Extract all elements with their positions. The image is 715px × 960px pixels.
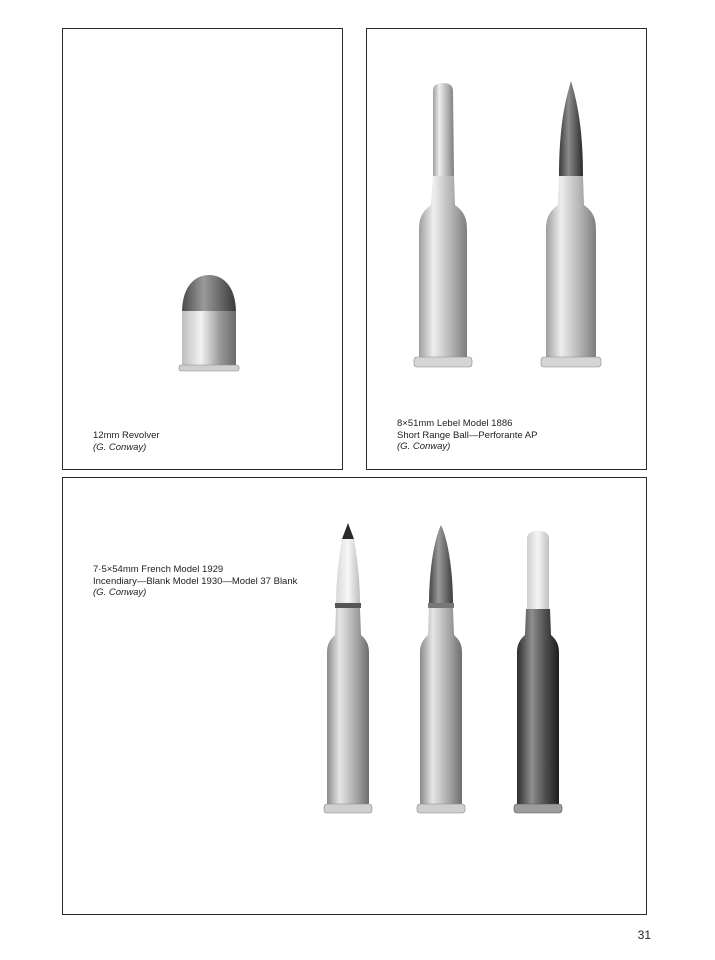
photo-credit: (G. Conway) [93, 441, 147, 453]
page-number: 31 [637, 928, 651, 942]
caption-line: Short Range Ball—Perforante AP [397, 429, 538, 441]
plate-caption [397, 418, 537, 453]
plate-7-5x54mm-french [62, 477, 647, 915]
caption-line: 12mm Revolver [93, 430, 160, 441]
plate-12mm-revolver [62, 28, 343, 470]
perforante-ap-cartridge-photo [539, 81, 603, 371]
photo-credit: (G. Conway) [93, 587, 147, 598]
lebel-short-range-cartridge-photo [411, 81, 475, 371]
incendiary-cartridge-photo [324, 523, 372, 818]
caption-line: 8×51mm Lebel Model 1886 [397, 418, 513, 429]
plate-caption [93, 430, 160, 453]
plate-caption [93, 564, 297, 599]
model-37-blank-cartridge-photo [514, 523, 562, 818]
caption-line: 7·5×54mm French Model 1929 [93, 564, 224, 575]
plate-8x51mm-lebel [366, 28, 647, 470]
blank-model-1930-cartridge-photo [417, 523, 465, 818]
photo-credit: (G. Conway) [397, 441, 451, 452]
revolver-cartridge-photo [178, 271, 238, 381]
caption-line: Incendiary—Blank Model 1930—Model 37 Blank [93, 575, 298, 587]
